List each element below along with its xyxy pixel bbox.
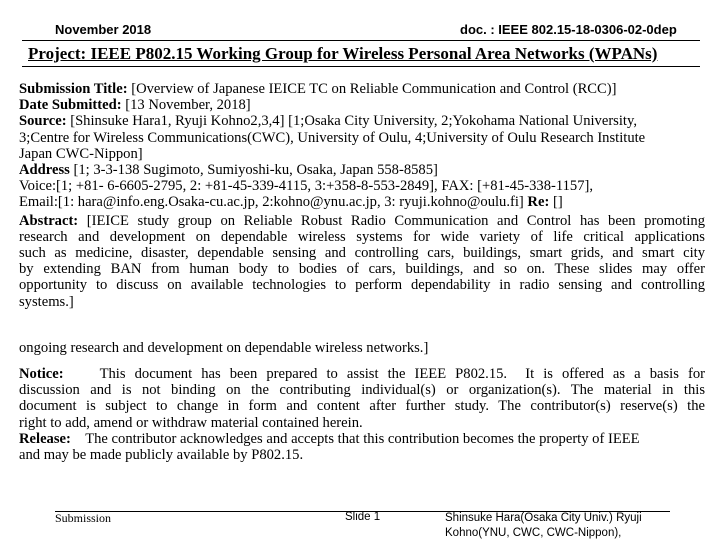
release-text-1: The contributor acknowledges and accepts that this contribution becomes the property of IEEE [70, 430, 640, 447]
submission-title-line [19, 81, 705, 97]
source-value-1: [Shinsuke Hara1, Ryuji Kohno2,3,4] [1;Osaka City University, 2;Yokohama National University, [66, 113, 637, 130]
notice-release [19, 366, 705, 463]
abstract-line: opportunity to discuss on available technologies to perform dependability in radio sensing and controlling [19, 277, 705, 294]
submission-details [19, 81, 705, 310]
footer-slide-number: Slide 1 [345, 511, 381, 523]
date-submitted-label: Date Submitted: [19, 97, 122, 114]
header-date: November 2018 [55, 22, 152, 37]
project-title: Project: IEEE P802.15 Working Group for Wireless Personal Area Networks (WPANs) [28, 44, 658, 63]
submission-title-label: Submission Title: [19, 81, 128, 97]
footer-author-line: Shinsuke Hara(Osaka City Univ.) Ryuji [445, 512, 642, 524]
purpose-text [19, 340, 705, 356]
footer-author-line: Kohno(YNU, CWC, CWC-Nippon), [445, 527, 622, 539]
notice-text-1: This document has been prepared to assist the IEEE P802.15. It is offered as a basis for [63, 366, 705, 382]
abstract-line: such as medicine, disaster, dependable sensing and controlling cars, buildings, smart grids, and smart city [19, 245, 705, 262]
submission-title-value: [Overview of Japanese IEICE TC on Reliable Communication and Control (RCC)] [127, 81, 617, 97]
email-text: Email:[1: hara@info.eng.Osaka-cu.ac.jp, 2:kohno@ynu.ac.jp, 3: ryuji.kohno@oulu.fi] [19, 194, 528, 211]
notice-line: right to add, amend or withdraw material contained herein. [19, 414, 363, 431]
release-label: Release: [19, 430, 71, 447]
source-line: 3;Centre for Wireless Communications(CWC), University of Oulu, 4;University of Oulu Research Institute [19, 129, 646, 146]
source-line: Japan CWC-Nippon] [19, 145, 143, 162]
voice-line: Voice:[1; +81- 6-6605-2795, 2: +81-45-339-4115, 3:+358-8-553-2849], FAX: [+81-45-338-1157], [19, 178, 594, 195]
source-line [19, 113, 705, 129]
abstract-line: by extending BAN from human body to bodies of cars, buildings, and so on. These slides may offer [19, 261, 705, 278]
purpose-line: ongoing research and development on dependable wireless networks.] [19, 340, 429, 356]
header-divider [22, 40, 700, 41]
abstract-label: Abstract: [19, 212, 79, 229]
email-line [19, 194, 705, 210]
date-submitted-line [19, 97, 705, 113]
address-label: Address [19, 162, 70, 179]
release-line: and may be made publicly available by P802.15. [19, 447, 304, 464]
notice-line: discussion and is not binding on the contributing individual(s) or organization(s). The material in this [19, 382, 705, 399]
abstract-text-1: [IEICE study group on Reliable Robust Radio Communication and Control has been promoting [78, 212, 705, 229]
date-submitted-value: [13 November, 2018] [121, 97, 251, 114]
abstract-line: systems.] [19, 293, 74, 310]
notice-line: document is subject to change in form and content after further study. The contributor(s) reserve(s) the [19, 398, 705, 415]
re-label: Re: [527, 194, 550, 211]
notice-label: Notice: [19, 366, 64, 382]
notice-line [19, 366, 705, 382]
source-label: Source: [19, 113, 67, 130]
re-value: [] [549, 194, 563, 211]
abstract-line [19, 213, 705, 229]
project-divider [22, 66, 700, 67]
address-value: [1; 3-3-138 Sugimoto, Sumiyoshi-ku, Osaka, Japan 558-8585] [69, 162, 438, 179]
footer-author [445, 511, 695, 541]
release-line [19, 431, 705, 447]
header-doc-id: doc. : IEEE 802.15-18-0306-02-0dep [460, 22, 677, 37]
address-line [19, 162, 705, 178]
abstract-line: research and development on dependable wireless systems for wide variety of life critical applications [19, 228, 705, 245]
footer-submission: Submission [55, 511, 112, 525]
